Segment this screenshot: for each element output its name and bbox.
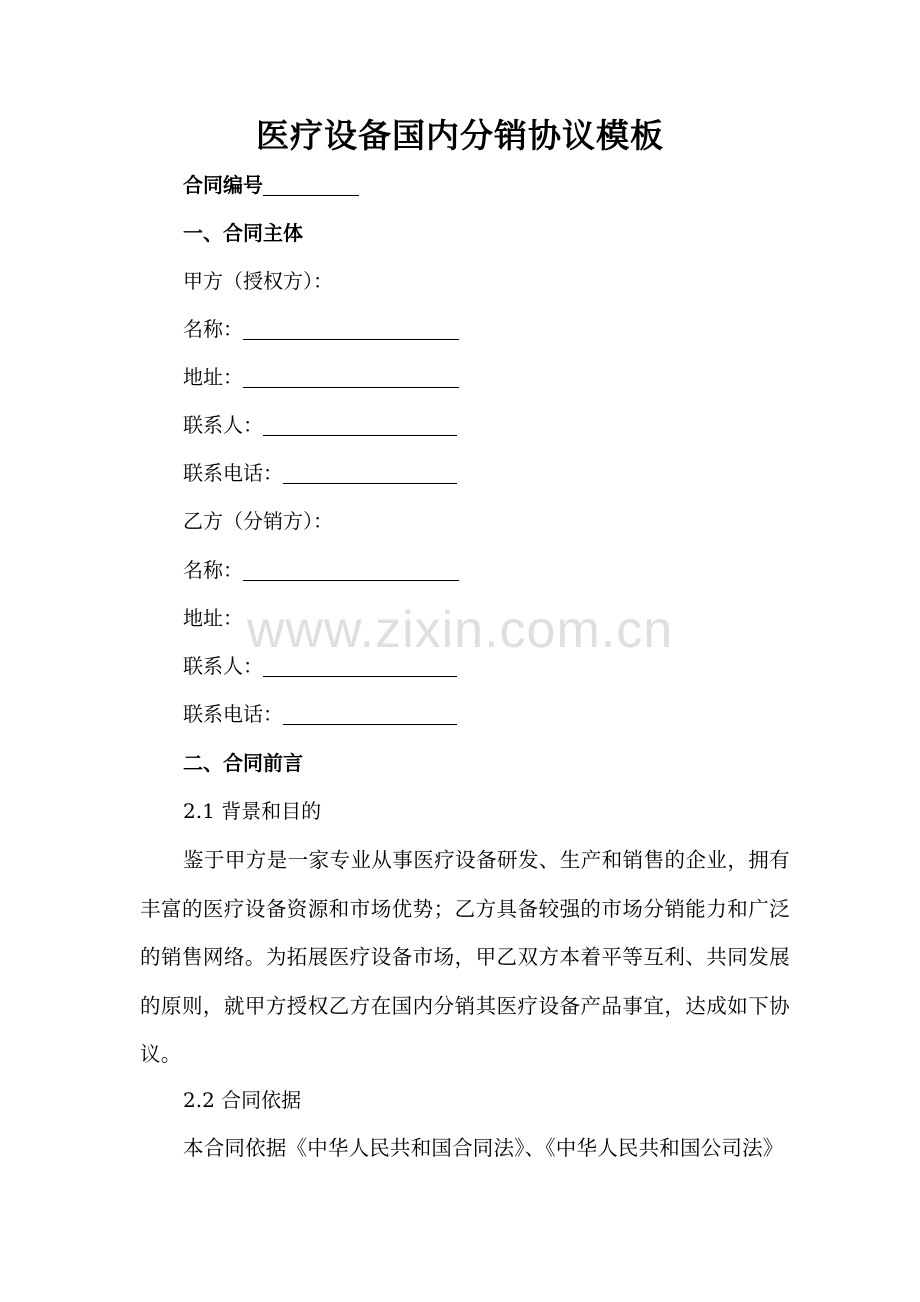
party-b-name-label: 名称： — [183, 558, 243, 582]
party-b-name-line — [183, 555, 459, 585]
party-b-contact-blank[interactable] — [263, 654, 457, 677]
party-a-name-label: 名称： — [183, 317, 243, 341]
subsection-2-1-paragraph: 鉴于甲方是一家专业从事医疗设备研发、生产和销售的企业，拥有丰富的医疗设备资源和市场优势；乙方具备较强的市场分销能力和广泛的销售网络。为拓展医疗设备市场，甲乙双方本着平等互利、共同发展的原则，就甲方授权乙方在国内分销其医疗设备产品事宜，达成如下协议。 — [140, 848, 790, 1066]
party-b-name-blank[interactable] — [243, 558, 459, 581]
party-b-label: 乙方（分销方）： — [183, 509, 333, 533]
party-a-address-line — [183, 362, 459, 392]
party-a-address-label: 地址： — [183, 365, 243, 389]
party-a-contact-line — [183, 410, 457, 440]
contract-number-label: 合同编号 — [183, 173, 263, 197]
watermark-text: www.zixin.com.cn — [246, 601, 674, 659]
party-b-address-line — [183, 603, 243, 633]
party-a-name-blank[interactable] — [243, 317, 459, 340]
party-a-contact-label: 联系人： — [183, 413, 263, 437]
subsection-2-2-paragraph: 本合同依据《中华人民共和国合同法》、《中华人民共和国公司法》 — [183, 1136, 784, 1160]
subsection-2-2-heading: 2.2 合同依据 — [183, 1088, 302, 1112]
party-a-name-line — [183, 314, 459, 344]
party-a-contact-blank[interactable] — [263, 413, 457, 436]
contract-number-blank[interactable] — [263, 173, 359, 196]
party-a-phone-blank[interactable] — [283, 461, 457, 484]
party-a-address-blank[interactable] — [243, 365, 459, 388]
party-b-phone-line — [183, 699, 457, 729]
party-b-phone-blank[interactable] — [283, 702, 457, 725]
party-b-contact-label: 联系人： — [183, 654, 263, 678]
party-a-label: 甲方（授权方）： — [183, 269, 333, 293]
section2-heading: 二、合同前言 — [183, 751, 303, 775]
party-b-contact-line — [183, 651, 457, 681]
party-b-address-label: 地址： — [183, 606, 243, 630]
section1-heading: 一、合同主体 — [183, 221, 303, 245]
party-b-phone-label: 联系电话： — [183, 702, 283, 726]
contract-number-line — [183, 170, 359, 200]
document-title: 医疗设备国内分销协议模板 — [256, 116, 664, 155]
party-a-phone-label: 联系电话： — [183, 461, 283, 485]
subsection-2-1-heading: 2.1 背景和目的 — [183, 799, 322, 823]
party-a-phone-line — [183, 458, 457, 488]
